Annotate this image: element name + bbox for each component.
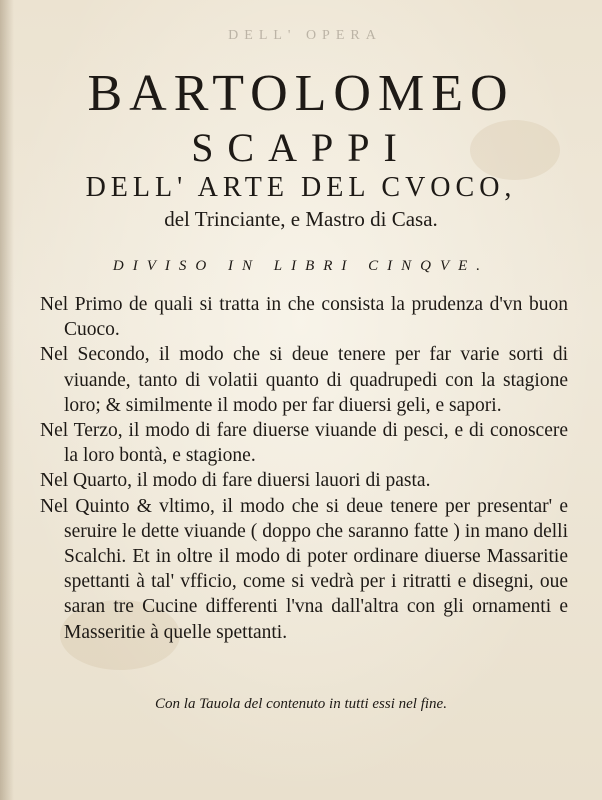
book-entry-3: Nel Terzo, il modo di fare diuerse viuande di pesci, e di conoscere la loro bontà, e stagione. [40,420,568,467]
title-surname: SCAPPI [191,125,411,170]
book-entry-5: Nel Quinto & vltimo, il modo che si deue tenere per presentar' e seruire le dette viuande ( doppo che saranno fatte ) in mano delli Scalchi. Et in oltre il modo di poter ordinare diuerse Massaritie spettanti à tal' vfficio, come si vedrà per i ritratti e disegni, oue saran tre Cucine differenti l'vna dall'altra con gli ornamenti e Masseritie à quelle spettanti. [40,495,568,643]
footer-note: Con la Tauola del contenuto in tutti essi nel fine. [155,696,447,712]
bleed-through-text: DELL' OPERA [228,28,382,43]
book-entry-1: Nel Primo de quali si tratta in che consista la prudenza d'vn buon Cuoco. [40,294,568,341]
title-author: BARTOLOMEO [87,65,515,122]
title-subtitle: del Trinciante, e Mastro di Casa. [164,207,438,231]
divided-heading: DIVISO IN LIBRI CINQVE. [112,258,490,274]
book-entry-2: Nel Secondo, il modo che si deue tenere per far varie sorti di viuande, tanto di volatii quanto di quadrupedi con la stagione loro; & similmente il modo per far diuersi geli, e sapori. [40,344,568,416]
title-work: DELL' ARTE DEL CVOCO, [85,172,517,203]
book-entry-4: Nel Quarto, il modo di fare diuersi lauori di pasta. [40,470,431,492]
contents-list [40,292,568,645]
